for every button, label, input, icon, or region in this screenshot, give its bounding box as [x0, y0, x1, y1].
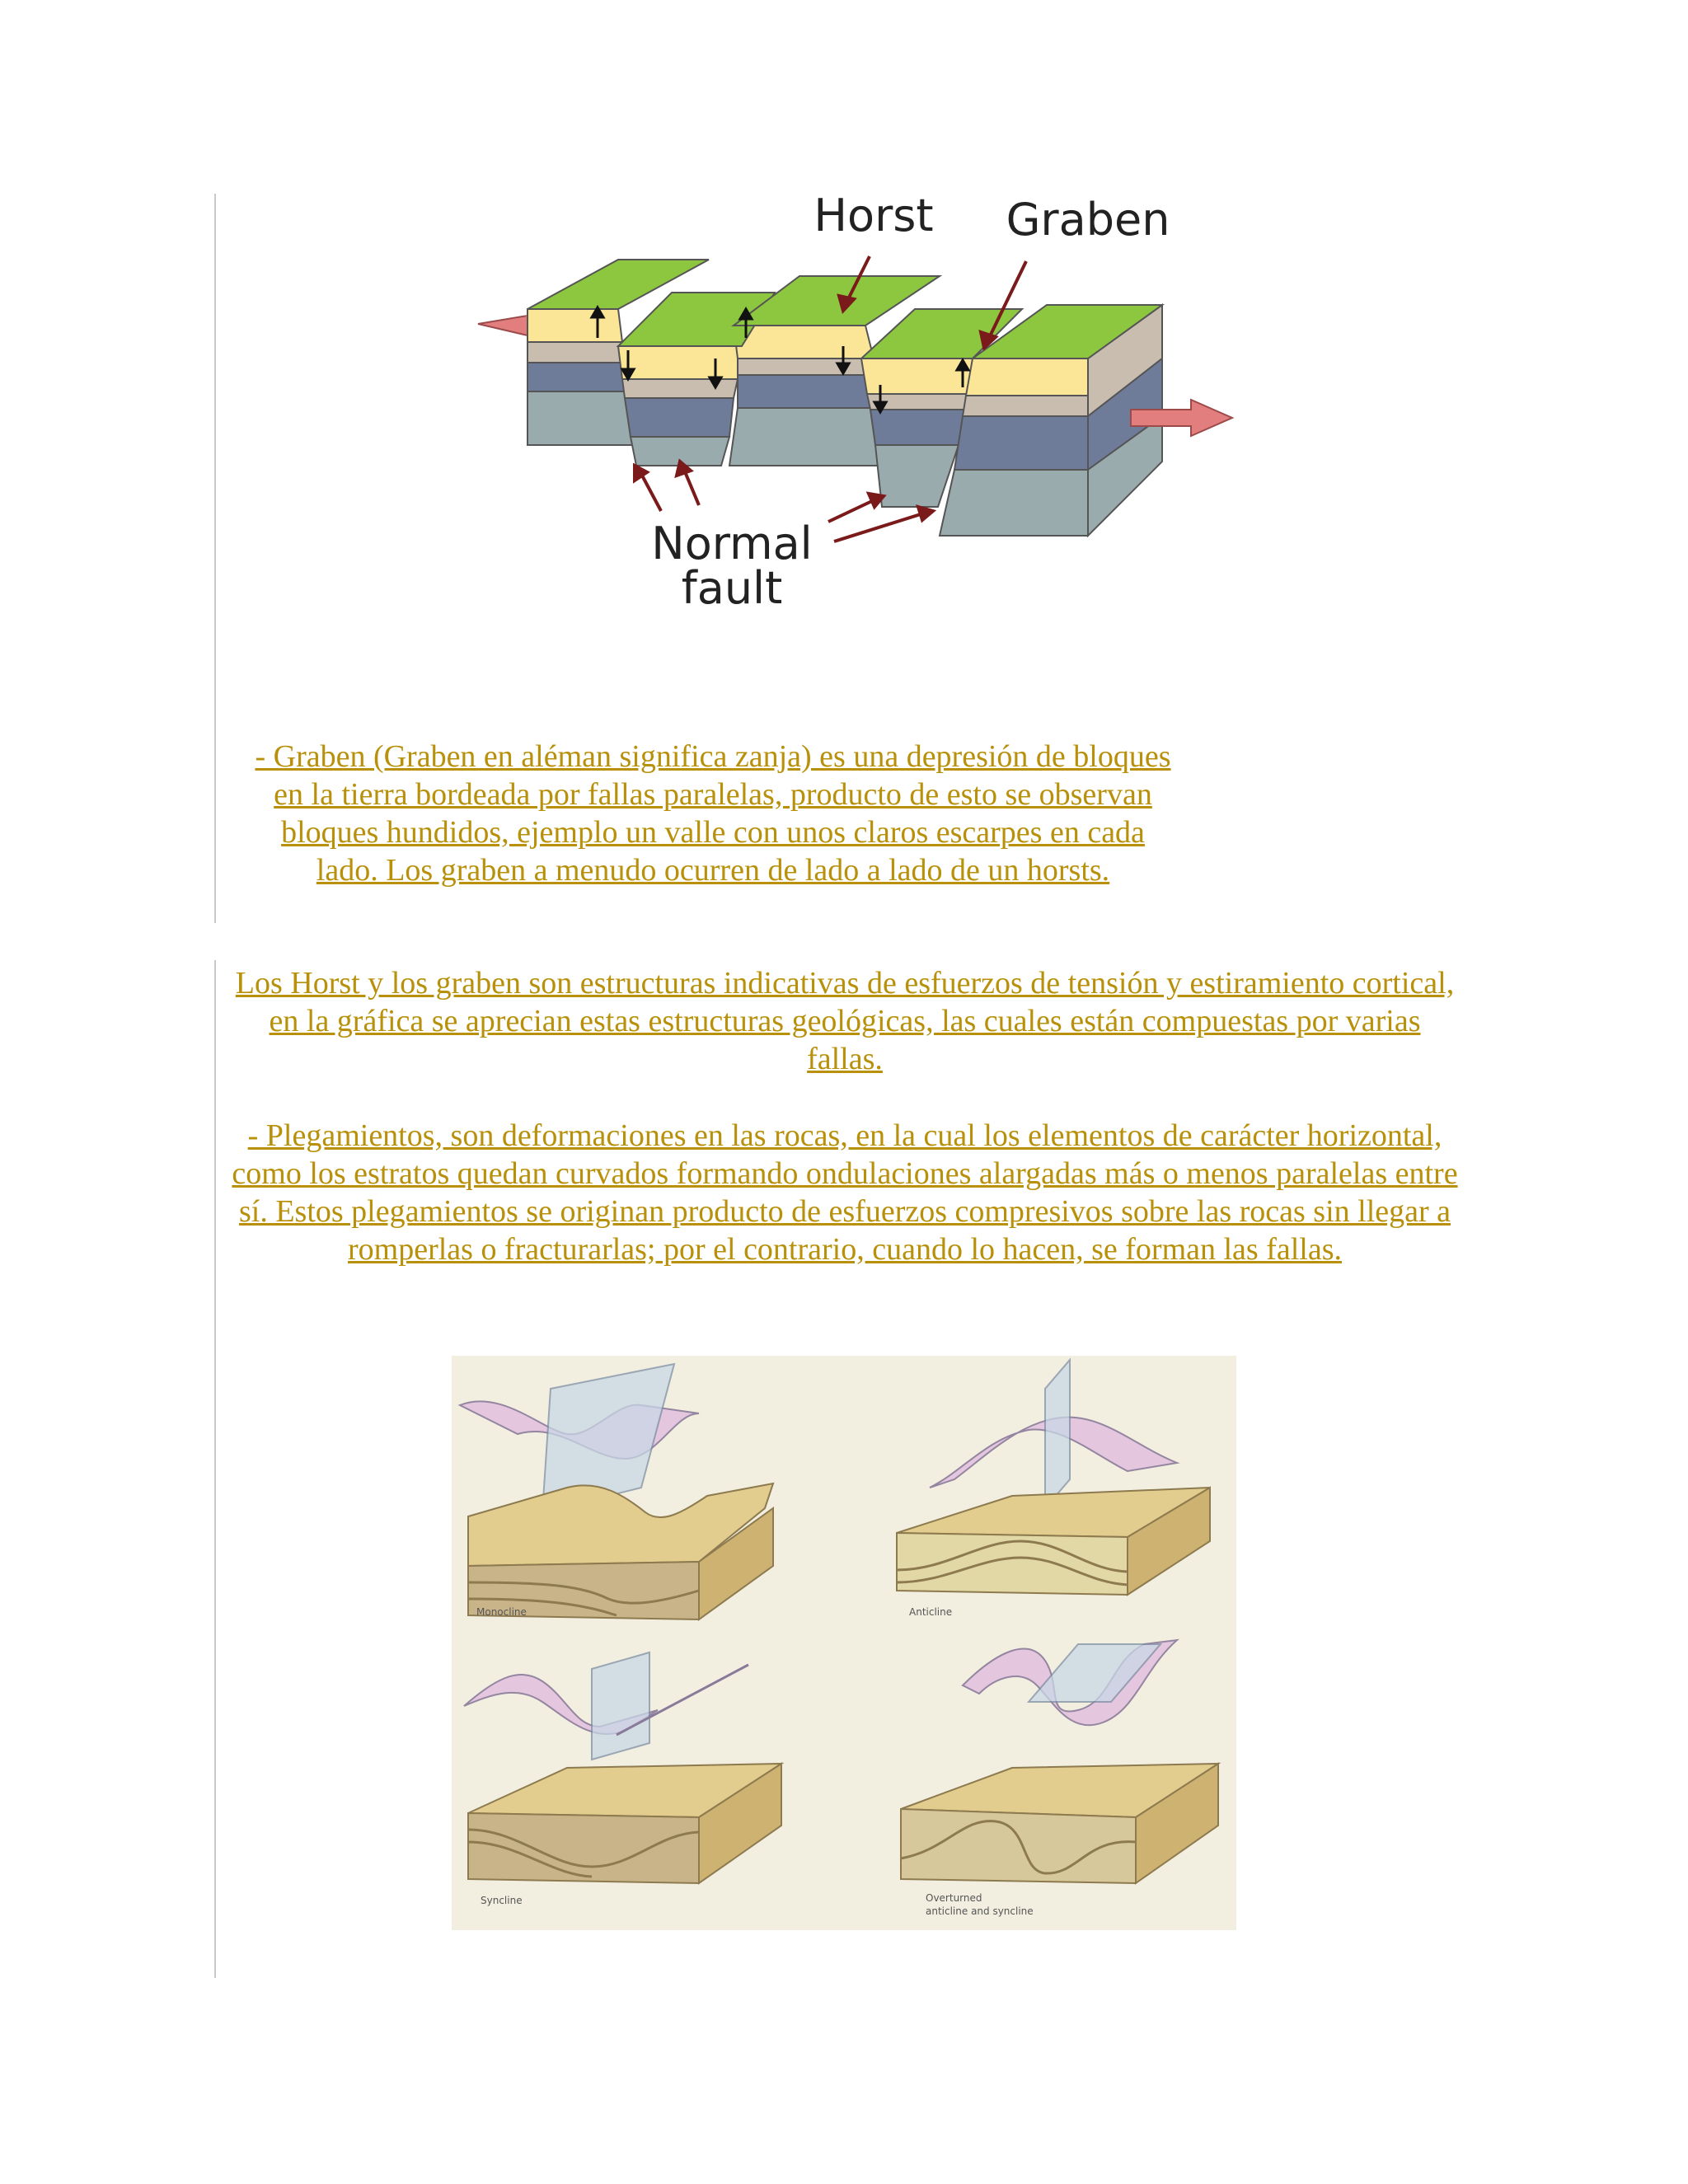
paragraph-plegamientos[interactable]: - Plegamientos, son deformaciones en las rocas, en la cual los elementos de carácter horizontal, como los estratos quedan curvados formando ondulaciones alargadas más o menos paralelas entre sí. Estos plegamientos se originan producto de esfuerzos compresivos sobre las rocas sin llegar a romperlas o fracturarlas; por el contrario, cuando lo hacen, se forman las fallas.	[232, 1118, 1458, 1267]
folds-diagram	[452, 1356, 1236, 1930]
horst-graben-diagram	[445, 194, 1253, 622]
extension-arrow-left	[478, 316, 529, 335]
label-horst: Horst	[814, 194, 934, 241]
paragraph-horst-graben[interactable]: Los Horst y los graben son estructuras indicativas de esfuerzos de tensión y estiramiento cortical, en la gráfica se aprecian estas estructuras geológicas, las cuales están compuestas por varias fallas.	[235, 966, 1455, 1076]
paragraph-graben[interactable]: - Graben (Graben en aléman significa zanja) es una depresión de bloques en la tierra bordeada por fallas paralelas, producto de esto se observan bloques hundidos, ejemplo un valle con unos claros escarpes en cada lado. Los graben a menudo ocurren de lado a lado de un horsts.	[255, 739, 1171, 888]
margin-rule-top	[214, 194, 216, 923]
label-fault: fault	[681, 562, 783, 614]
syncline-axial-plane	[592, 1652, 649, 1760]
overturned-caption-line2: anticline and syncline	[926, 1905, 1034, 1917]
overturned-caption-line1: Overturned	[926, 1892, 982, 1904]
label-normal: Normal	[651, 518, 813, 569]
syncline-caption: Syncline	[481, 1895, 523, 1906]
monocline-caption: Monocline	[476, 1606, 527, 1618]
label-graben: Graben	[1006, 194, 1170, 246]
anticline-caption: Anticline	[909, 1606, 953, 1618]
margin-rule-bottom	[214, 960, 216, 1978]
